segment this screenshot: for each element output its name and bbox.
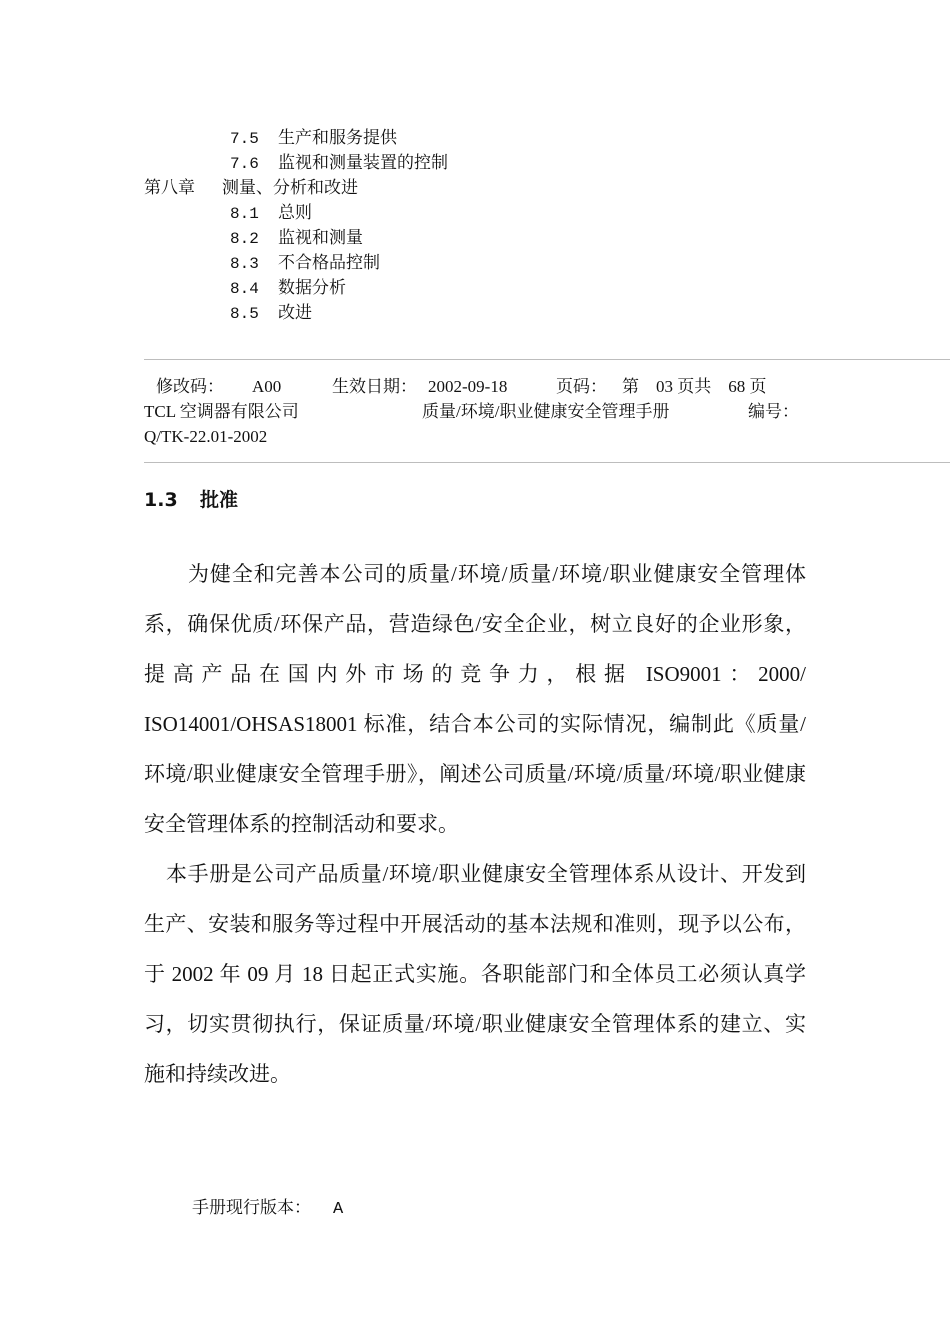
paragraph: 本手册是公司产品质量/环境/职业健康安全管理体系从设计、开发到生产、安装和服务等过程中开展活动的基本法规和准则，现予以公布，于 2002 年 09 月 18 日起正式实施。各职能部门和全体员工必须认真学习，切实贯彻执行，保证质量/环境/职业健康安全管理体系的建立、实施和持续改进。 [144,862,806,1086]
toc-item-number: 8.4 [230,280,259,298]
page-indicator: 第 03 页共 68 页 [622,377,767,396]
header-row-2 [144,399,804,424]
toc-item [144,251,448,276]
toc-item [144,301,448,326]
effective-date-value: 2002-09-18 [428,377,508,396]
version-value: A [333,1200,344,1219]
toc-item-title: 改进 [278,303,312,323]
toc-chapter-label: 第八章 [144,178,195,198]
toc-item-number: 7.5 [230,130,259,148]
toc-item-number: 8.5 [230,305,259,323]
toc-item-title: 生产和服务提供 [278,128,397,148]
page-label: 页码： [556,377,607,396]
toc-item-number: 8.2 [230,230,259,248]
toc-item-title: 监视和测量装置的控制 [278,153,448,173]
toc-item-number: 8.3 [230,255,259,273]
header-top-divider [144,359,950,360]
company-name: TCL 空调器有限公司 [144,402,299,421]
header-row-1 [144,374,804,399]
toc-chapter [144,176,448,201]
effective-date-label: 生效日期： [332,377,417,396]
toc-item [144,226,448,251]
toc-item [144,126,448,151]
header-row-3 [144,424,804,449]
toc-item [144,276,448,301]
version-label: 手册现行版本： [192,1198,311,1218]
toc-chapter-title: 测量、分析和改进 [222,178,358,198]
toc-item-number: 8.1 [230,205,259,223]
toc-item [144,151,448,176]
section-heading [144,486,238,514]
toc-item-title: 数据分析 [278,278,346,298]
document-code-value: Q/TK-22.01-2002 [144,427,268,446]
approval-body [144,549,806,1099]
section-number: 1.3 [144,489,178,511]
document-code-label: 编号： [748,402,799,421]
toc-item-title: 监视和测量 [278,228,363,248]
paragraph: 为健全和完善本公司的质量/环境/质量/环境/职业健康安全管理体系，确保优质/环保产品，营造绿色/安全企业，树立良好的企业形象，提高产品在国内外市场的竞争力，根据 ISO9001：2000/ ISO14001/OHSAS18001 标准，结合本公司的实际情况，编制此《质量/环境/职业健康安全管理手册》，阐述公司质量/环境/质量/环境/职业健康安全管理体系的控制活动和要求。 [144,562,806,836]
toc-item-title: 总则 [278,203,312,223]
manual-title: 质量/环境/职业健康安全管理手册 [422,402,670,421]
manual-version [192,1196,343,1222]
document-header [144,374,804,449]
toc-item-number: 7.6 [230,155,259,173]
toc-item [144,201,448,226]
table-of-contents [144,126,448,326]
revision-value: A00 [252,377,282,396]
header-bottom-divider [144,462,950,463]
toc-item-title: 不合格品控制 [278,253,380,273]
section-title: 批准 [200,489,239,511]
revision-label: 修改码： [156,377,224,396]
